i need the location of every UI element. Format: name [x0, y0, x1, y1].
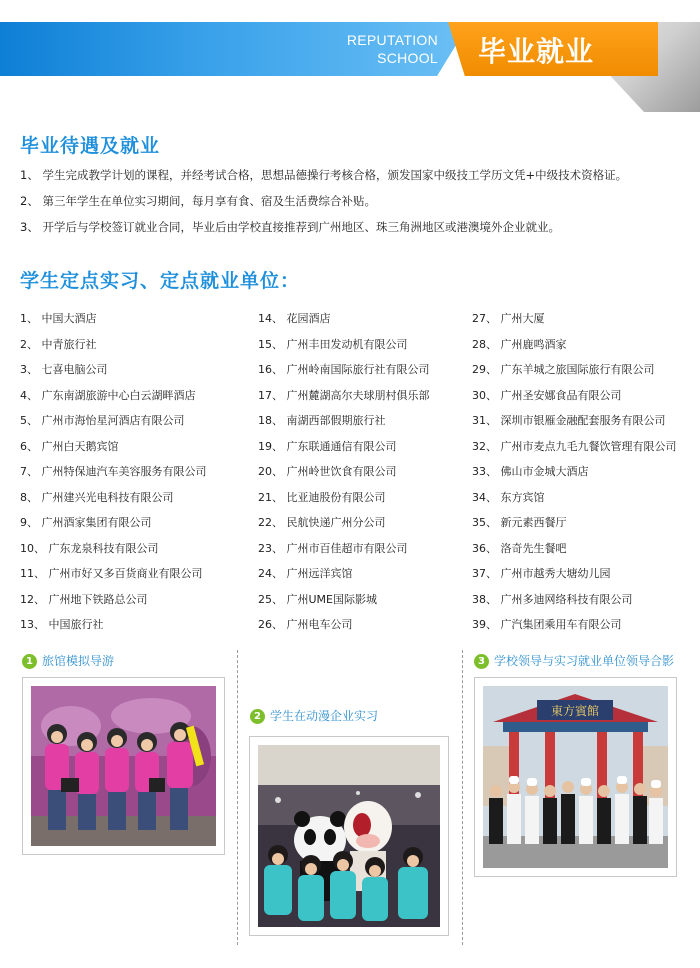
unit-list-item: 33、 佛山市金城大酒店	[472, 465, 589, 478]
unit-list-item: 21、 比亚迪股份有限公司	[258, 490, 386, 504]
unit-list-item: 30、 广州圣安娜食品有限公司	[472, 388, 622, 402]
unit-list-item: 37、 广州市越秀大塘幼儿园	[472, 567, 611, 580]
unit-list-item: 38、 广州多迪网络科技有限公司	[472, 592, 633, 606]
unit-list-item: 22、 民航快递广州分公司	[258, 516, 386, 529]
number-badge-2: 2	[250, 709, 265, 724]
unit-list-item: 35、 新元素西餐厅	[472, 516, 567, 529]
unit-list-item: 31、 深圳市银雁金融配套服务有限公司	[472, 414, 666, 427]
unit-list-item: 9、 广州酒家集团有限公司	[20, 516, 152, 529]
unit-list-item: 6、 广州白天鹅宾馆	[20, 439, 119, 453]
section-title-units: 学生定点实习、定点就业单位：	[20, 270, 301, 292]
unit-list-item: 34、 东方宾馆	[472, 490, 545, 504]
photo-1-caption-text: 旅馆模拟导游	[42, 654, 115, 668]
photo-2-frame	[249, 736, 449, 936]
signboard-text: 東方賓館	[550, 704, 600, 718]
divider-right	[462, 650, 463, 945]
graduation-item-2: 2、 第三年学生在单位实习期间，每月享有食、宿及生活费综合补贴。	[20, 194, 376, 208]
unit-list-item: 2、 中青旅行社	[20, 337, 97, 351]
unit-list-item: 1、 中国大酒店	[20, 312, 97, 325]
number-badge-1: 1	[22, 654, 37, 669]
header-en-line1: REPUTATION	[346, 32, 438, 48]
photo-3-caption	[474, 652, 674, 669]
page-title: 毕业就业	[478, 35, 595, 68]
unit-list-item: 15、 广州丰田发动机有限公司	[258, 337, 408, 351]
unit-list-column-3	[472, 310, 677, 642]
unit-list-item: 19、 广东联通通信有限公司	[258, 439, 397, 453]
unit-list-item: 18、 南湖西部假期旅行社	[258, 414, 386, 427]
graduation-item-3: 3、 开学后与学校签订就业合同，毕业后由学校直接推荐到广州地区、珠三角洲地区或港澳境外企业就业。	[20, 220, 560, 234]
photo-2-caption	[250, 707, 378, 724]
photo-tour-guide-students	[31, 686, 216, 846]
unit-list-column-1	[20, 310, 207, 642]
photo-school-leaders-group	[483, 686, 668, 868]
unit-list-item: 23、 广州市百佳超市有限公司	[258, 541, 408, 555]
unit-list-item: 7、 广州特保迪汽车美容服务有限公司	[20, 465, 207, 478]
unit-list-item: 8、 广州建兴光电科技有限公司	[20, 490, 174, 504]
unit-list-item: 32、 广州市麦点九毛九餐饮管理有限公司	[472, 439, 677, 453]
header-en-line2: SCHOOL	[377, 50, 438, 66]
unit-list-item: 3、 七喜电脑公司	[20, 363, 108, 376]
unit-list-item: 20、 广州岭世饮食有限公司	[258, 465, 397, 478]
photo-1-frame	[22, 677, 225, 855]
unit-list-column-2	[258, 310, 430, 642]
unit-list-item: 10、 广东龙泉科技有限公司	[20, 541, 159, 555]
unit-list-item: 4、 广东南湖旅游中心白云湖畔酒店	[20, 388, 196, 402]
photo-1-caption	[22, 652, 114, 669]
divider-left	[237, 650, 238, 945]
unit-list-item: 36、 洛奇先生餐吧	[472, 541, 567, 555]
section-title-graduation: 毕业待遇及就业	[20, 135, 161, 157]
unit-list-item: 11、 广州市好又多百货商业有限公司	[20, 567, 203, 580]
unit-list-item: 14、 花园酒店	[258, 312, 331, 325]
photo-2-caption-text: 学生在动漫企业实习	[270, 709, 379, 723]
photo-animation-internship	[258, 745, 440, 927]
unit-list-item: 17、 广州麓湖高尔夫球朋村俱乐部	[258, 388, 430, 402]
unit-list-item: 39、 广汽集团乘用车有限公司	[472, 618, 622, 631]
header-english-label	[347, 31, 438, 67]
photo-3-caption-text: 学校领导与实习就业单位领导合影	[494, 654, 675, 668]
unit-list-item: 16、 广州岭南国际旅行社有限公司	[258, 363, 430, 376]
unit-list-item: 26、 广州电车公司	[258, 618, 353, 631]
number-badge-3: 3	[474, 654, 489, 669]
unit-list-item: 28、 广州鹿鸣酒家	[472, 337, 567, 351]
unit-list-item: 13、 中国旅行社	[20, 618, 104, 631]
graduation-item-1: 1、 学生完成教学计划的课程，并经考试合格，思想品德操行考核合格，颁发国家中级技工学历文凭+中级技术资格证。	[20, 168, 628, 182]
unit-list-item: 27、 广州大厦	[472, 312, 545, 325]
unit-list-item: 29、 广东羊城之旅国际旅行有限公司	[472, 363, 655, 376]
unit-list-item: 24、 广州远洋宾馆	[258, 567, 353, 580]
unit-list-item: 25、 广州UME国际影城	[258, 592, 377, 606]
unit-list-item: 5、 广州市海怡星河酒店有限公司	[20, 414, 185, 427]
unit-list-item: 12、 广州地下铁路总公司	[20, 592, 148, 606]
photo-3-frame	[474, 677, 677, 877]
